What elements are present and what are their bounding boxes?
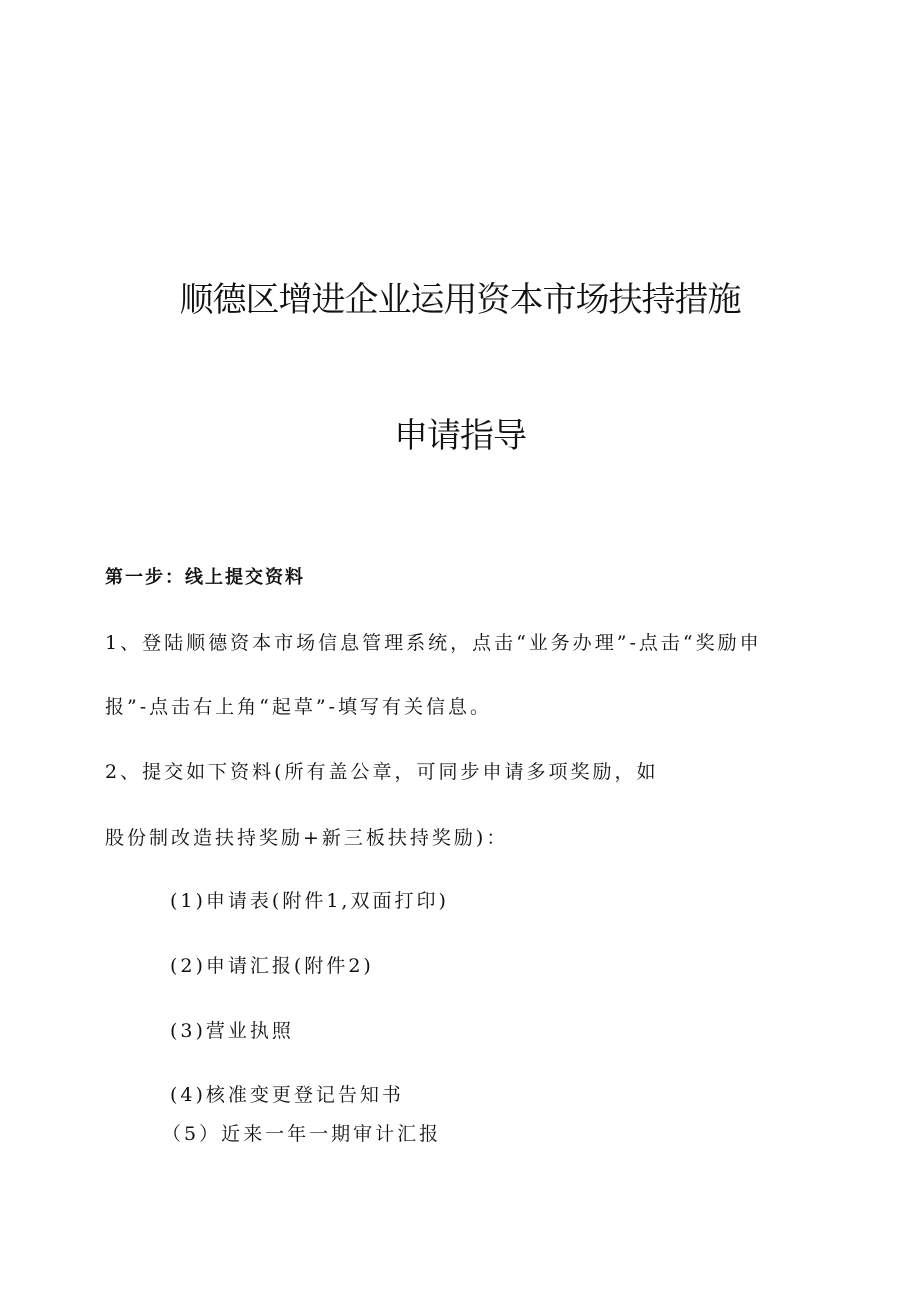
list-item: (4)核准变更登记告知书: [170, 1084, 404, 1106]
list-item: (1)申请表(附件1,双面打印): [170, 890, 449, 912]
paragraph-line: 股份制改造扶持奖励+新三板扶持奖励)：: [105, 827, 509, 849]
step-heading: 第一步：线上提交资料: [105, 567, 305, 588]
list-item: (3)营业执照: [170, 1020, 294, 1042]
list-item: (2)申请汇报(附件2): [170, 955, 374, 977]
document-title: 顺德区增进企业运用资本市场扶持措施: [179, 280, 741, 320]
list-item: （5）近来一年一期审计汇报: [162, 1123, 442, 1145]
paragraph-line: 1、登陆顺德资本市场信息管理系统，点击“业务办理”-点击“奖励申: [105, 632, 762, 654]
paragraph-line: 2、提交如下资料(所有盖公章，可同步申请多项奖励，如: [105, 761, 659, 783]
document-subtitle: 申请指导: [394, 416, 526, 456]
paragraph-line: 报”-点击右上角“起草”-填写有关信息。: [105, 696, 492, 718]
